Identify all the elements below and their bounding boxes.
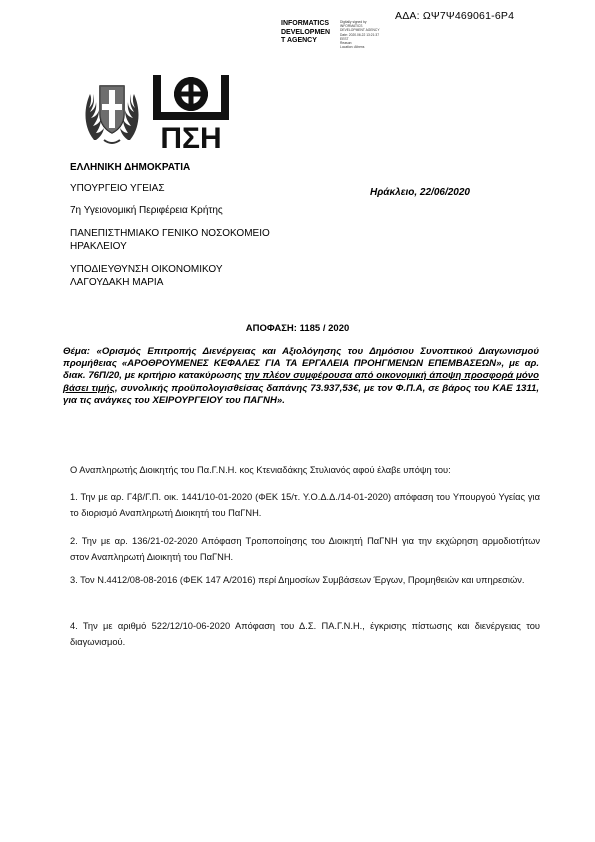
stamp-line: INFORMATICS: [281, 20, 330, 27]
consideration-item-3: 3. Τον Ν.4412/08-08-2016 (ΦΕΚ 147 Α/2016) περί Δημοσίων Συμβάσεων Έργων, Προμηθειών και υπηρεσιών.: [70, 575, 525, 585]
stamp-detail: Date: 2020.06.22 13:21:37: [340, 32, 380, 37]
subject-paragraph: [63, 346, 539, 407]
subject-text: Θέμα: «Ορισμός Επιτροπής Διενέργειας και Αξιολόγησης του Δημόσιου Συνοπτικού Διαγωνισμού προμήθειας «ΑΡΟΘΡΟΥΜΕΝΕΣ ΚΕΦΑΛΕΣ ΓΙΑ ΤΑ ΕΡΓΑΛΕΙΑ ΠΡΟΗΓΜΕΝΩΝ ΕΠΕΜΒΑΣΕΩΝ», με αρ. διακ. 76Π/20, με κριτήριο κατακύρωσης: [63, 346, 539, 382]
subject-underlined-text: την πλέον συμφέρουσα από οικονομική άποψη προσφορά μόνο βάσει τιμής: [63, 370, 539, 394]
consideration-item-4: 4. Την με αριθμό 522/12/10-06-2020 Απόφαση του Δ.Σ. ΠΑ.Γ.Ν.Η., έγκρισης πίστωσης και διενέργειας του διαγωνισμού.: [70, 621, 540, 647]
decision-number: ΑΠΟΦΑΣΗ: 1185 / 2020: [245, 323, 350, 334]
logo-text: ΠΣΗ: [160, 122, 222, 152]
stamp-detail: INFORMATICS: [340, 24, 363, 29]
republic-title: ΕΛΛΗΝΙΚΗ ΔΗΜΟΚΡΑΤΙΑ: [70, 162, 191, 173]
stamp-line: DEVELOPMEN: [281, 28, 331, 36]
stamp-detail: EEST: [340, 36, 349, 41]
department-person: ΛΑΓΟΥΔΑΚΗ ΜΑΡΙΑ: [70, 277, 164, 288]
stamp-detail: Digitally signed by: [340, 20, 367, 24]
document-date: Ηράκλειο, 22/06/2020: [370, 187, 470, 198]
pagni-logo-icon: [150, 72, 232, 152]
region-name: 7η Υγειονομική Περιφέρεια Κρήτης: [70, 205, 223, 216]
stamp-detail: Location: Athens: [340, 45, 365, 50]
stamp-line: T AGENCY: [281, 37, 317, 44]
consideration-item-2: 2. Την με αρ. 136/21-02-2020 Απόφαση Τροποποίησης του Διοικητή ΠαΓΝΗ για την εκχώρηση αρμοδιοτήτων στον Αναπληρωτή Διοικητή του ΠαΓΝΗ.: [70, 536, 540, 562]
department-name: ΥΠΟΔΙΕΥΘΥΝΣΗ ΟΙΚΟΝΟΜΙΚΟΥ: [70, 264, 223, 275]
consideration-item-1: 1. Την με αρ. Γ4β/Γ.Π. οικ. 1441/10-01-2020 (ΦΕΚ 15/τ. Υ.Ο.Δ.Δ./14-01-2020) απόφαση του Υπουργού Υγείας για το διορισμό Αναπληρωτή Διοικητή του ΠαΓΝΗ.: [70, 492, 540, 518]
signature-stamp-details: [340, 20, 380, 49]
signature-stamp-title: [281, 20, 330, 46]
hospital-name-line2: ΗΡΑΚΛΕΙΟΥ: [70, 241, 127, 252]
hospital-name-line1: ΠΑΝΕΠΙΣΤΗΜΙΑΚΟ ΓΕΝΙΚΟ ΝΟΣΟΚΟΜΕΙΟ: [70, 228, 270, 239]
stamp-detail: DEVELOPMENT AGENCY: [340, 28, 380, 33]
hellenic-republic-emblem-icon: [80, 70, 144, 150]
ada-number: ΑΔΑ: ΩΨ7Ψ469061-6Ρ4: [395, 10, 515, 22]
stamp-detail: Reason:: [340, 41, 353, 46]
subject-text-end: , συνολικής προϋπολογισθείσας δαπάνης 73.937,53€, με τον Φ.Π.Α, σε βάρος του ΚΑΕ 1311, για τις ανάγκες του ΧΕΙΡΟΥΡΓΕΙΟΥ του ΠΑΓΝΗ».: [63, 382, 539, 406]
intro-paragraph: Ο Αναπληρωτής Διοικητής του Πα.Γ.Ν.Η. κος Κτενιαδάκης Στυλιανός αφού έλαβε υπόψη του:: [70, 465, 451, 475]
ministry-name: ΥΠΟΥΡΓΕΙΟ ΥΓΕΙΑΣ: [70, 183, 165, 194]
